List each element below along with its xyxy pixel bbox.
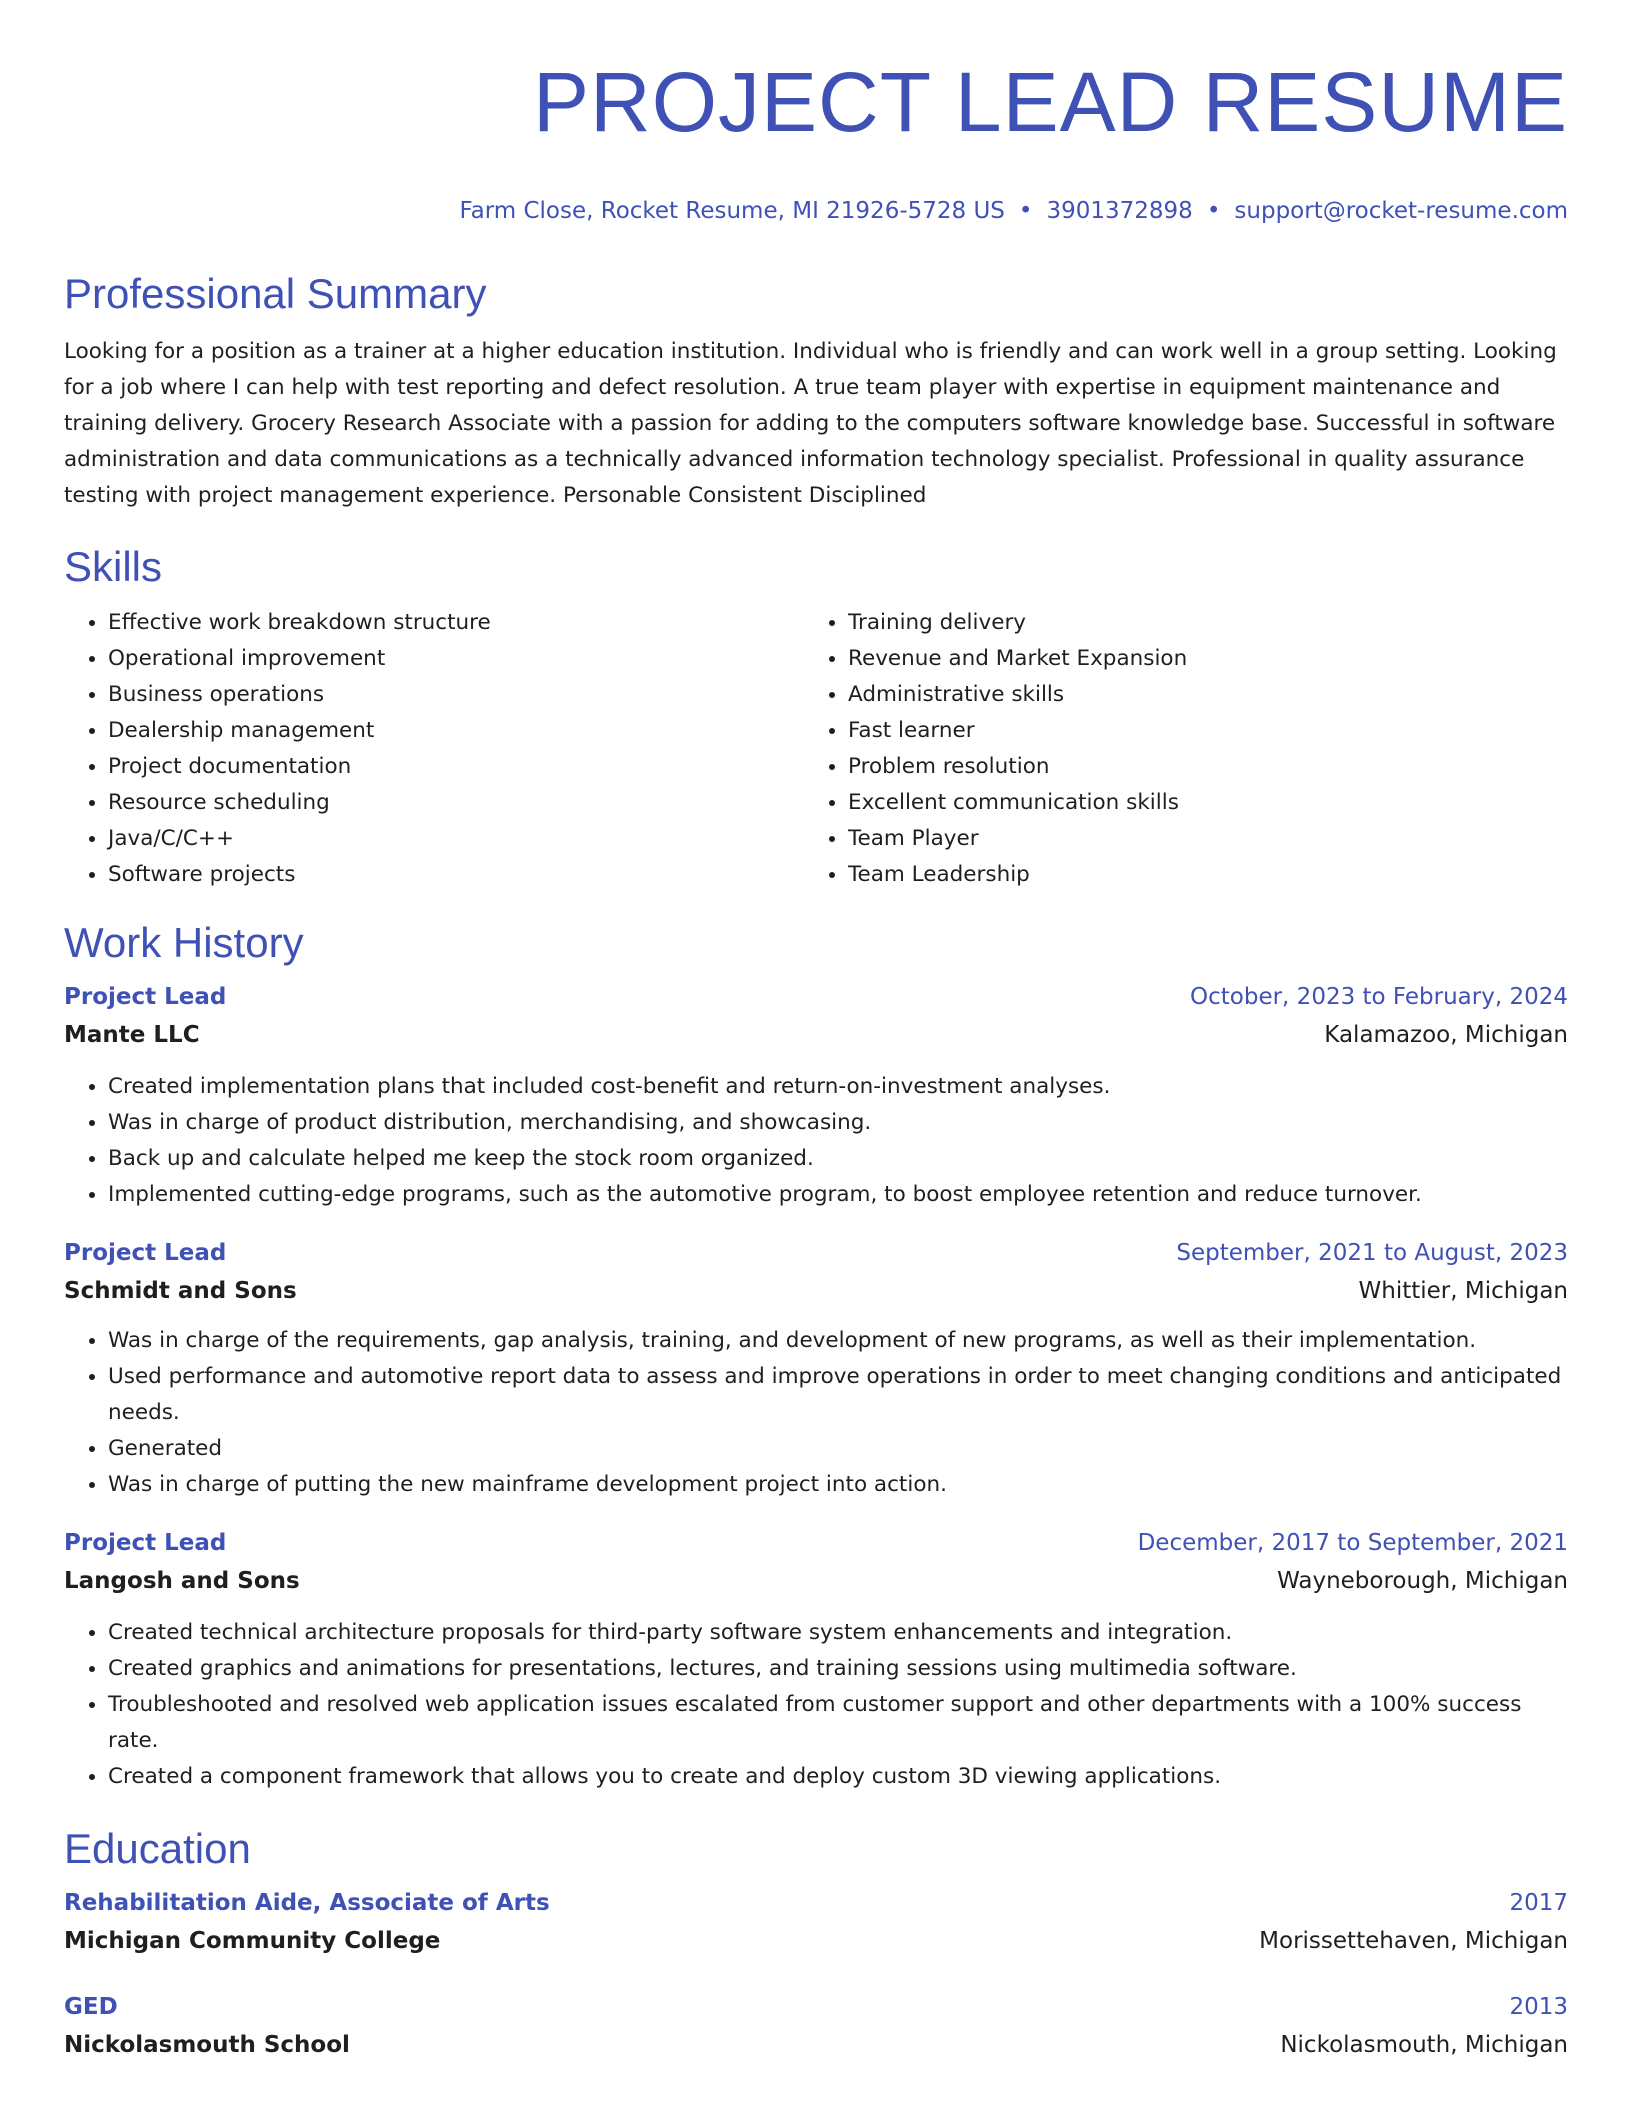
education-subheader	[64, 2025, 1568, 2065]
job-subheader	[64, 1561, 1568, 1601]
job-bullets	[64, 1069, 1568, 1213]
job-bullet: • Was in charge of the requirements, gap analysis, training, and development of new programs, as well as their implementation.	[108, 1323, 1568, 1359]
job-company: Mante LLC	[64, 1022, 200, 1048]
address: Farm Close, Rocket Resume, MI 21926-5728 US	[459, 198, 1005, 224]
skill-item: • Revenue and Market Expansion	[848, 641, 1544, 677]
resume-title: PROJECT LEAD RESUME	[533, 55, 1568, 149]
school-name: Nickolasmouth School	[64, 2032, 350, 2058]
skill-item: • Effective work breakdown structure	[108, 605, 804, 641]
skill-item: • Problem resolution	[848, 749, 1544, 785]
graduation-year: 2017	[1509, 1890, 1568, 1916]
job-bullets	[64, 1323, 1568, 1503]
job-bullet: • Created implementation plans that included cost-benefit and return-on-investment analyses.	[108, 1069, 1568, 1105]
job-header	[64, 979, 1568, 1015]
skills-list	[64, 605, 1568, 893]
contact-line	[64, 196, 1568, 226]
skill-item: • Training delivery	[848, 605, 1544, 641]
education-header	[64, 1885, 1568, 1921]
skill-item: • Fast learner	[848, 713, 1544, 749]
job-subheader	[64, 1271, 1568, 1311]
skill-item: • Team Player	[848, 821, 1544, 857]
job-entry	[64, 1525, 1568, 1795]
job-title: Project Lead	[64, 1530, 227, 1556]
skill-item: • Excellent communication skills	[848, 785, 1544, 821]
school-name: Michigan Community College	[64, 1928, 441, 1954]
skill-item: • Administrative skills	[848, 677, 1544, 713]
job-bullet: • Created technical architecture proposals for third-party software system enhancements and integration.	[108, 1615, 1568, 1651]
job-subheader	[64, 1015, 1568, 1055]
job-bullet: • Used performance and automotive report data to assess and improve operations in order to meet changing conditions and anticipated needs.	[108, 1359, 1568, 1431]
job-bullet: • Created graphics and animations for presentations, lectures, and training sessions using multimedia software.	[108, 1651, 1568, 1687]
skill-item: • Operational improvement	[108, 641, 804, 677]
skill-item: • Dealership management	[108, 713, 804, 749]
job-bullet: • Was in charge of putting the new mainframe development project into action.	[108, 1467, 1568, 1503]
school-location: Nickolasmouth, Michigan	[1280, 2032, 1568, 2058]
skill-item: • Java/C/C++	[108, 821, 804, 857]
degree: GED	[64, 1994, 118, 2020]
job-bullet: • Implemented cutting-edge programs, such as the automotive program, to boost employee retention and reduce turnover.	[108, 1177, 1568, 1213]
job-company: Langosh and Sons	[64, 1568, 300, 1594]
job-header	[64, 1525, 1568, 1561]
skill-item: • Team Leadership	[848, 857, 1544, 893]
job-location: Kalamazoo, Michigan	[1324, 1022, 1568, 1048]
separator-dot: •	[1018, 198, 1033, 224]
job-dates: December, 2017 to September, 2021	[1137, 1530, 1568, 1556]
skill-item: • Project documentation	[108, 749, 804, 785]
graduation-year: 2013	[1509, 1994, 1568, 2020]
education-header	[64, 1989, 1568, 2025]
school-location: Morissettehaven, Michigan	[1259, 1928, 1568, 1954]
job-title: Project Lead	[64, 984, 227, 1010]
job-bullets	[64, 1615, 1568, 1795]
education-entry	[64, 1989, 1568, 2065]
job-bullet: • Generated	[108, 1431, 1568, 1467]
separator-dot: •	[1206, 198, 1221, 224]
job-bullet: • Troubleshooted and resolved web application issues escalated from customer support and other departments with a 100% success rate.	[108, 1687, 1568, 1759]
job-dates: October, 2023 to February, 2024	[1190, 984, 1568, 1010]
skills-column-left	[64, 605, 804, 893]
education-subheader	[64, 1921, 1568, 1961]
job-bullet: • Created a component framework that allows you to create and deploy custom 3D viewing applications.	[108, 1759, 1568, 1795]
job-dates: September, 2021 to August, 2023	[1176, 1240, 1568, 1266]
education-entry	[64, 1885, 1568, 1961]
phone[interactable]: 3901372898	[1046, 198, 1193, 224]
email-link[interactable]: support@rocket-resume.com	[1234, 198, 1568, 224]
work-history-heading: Work History	[64, 919, 304, 966]
skill-item: • Resource scheduling	[108, 785, 804, 821]
job-bullet: • Back up and calculate helped me keep the stock room organized.	[108, 1141, 1568, 1177]
summary-text: Looking for a position as a trainer at a higher education institution. Individual who is friendly and can work well in a group setting. Looking for a job where I can help with test reporting and defect resolution. A true team player with expertise in equipment maintenance and training delivery. Grocery Research Associate with a passion for adding to the computers software knowledge base. Successful in software administration and data communications as a technically advanced information technology specialist. Professional in quality assurance testing with project management experience. Personable Consistent Disciplined	[64, 339, 1557, 508]
summary-heading: Professional Summary	[64, 270, 487, 317]
degree: Rehabilitation Aide, Associate of Arts	[64, 1890, 550, 1916]
skill-item: • Business operations	[108, 677, 804, 713]
job-entry	[64, 979, 1568, 1213]
skills-heading: Skills	[64, 543, 163, 590]
skills-column-right	[804, 605, 1544, 893]
job-location: Wayneborough, Michigan	[1277, 1568, 1568, 1594]
skill-item: • Software projects	[108, 857, 804, 893]
job-entry	[64, 1235, 1568, 1503]
job-bullet: • Was in charge of product distribution, merchandising, and showcasing.	[108, 1105, 1568, 1141]
education-heading: Education	[64, 1825, 251, 1872]
job-location: Whittier, Michigan	[1358, 1278, 1568, 1304]
job-company: Schmidt and Sons	[64, 1278, 297, 1304]
job-header	[64, 1235, 1568, 1271]
job-title: Project Lead	[64, 1240, 227, 1266]
